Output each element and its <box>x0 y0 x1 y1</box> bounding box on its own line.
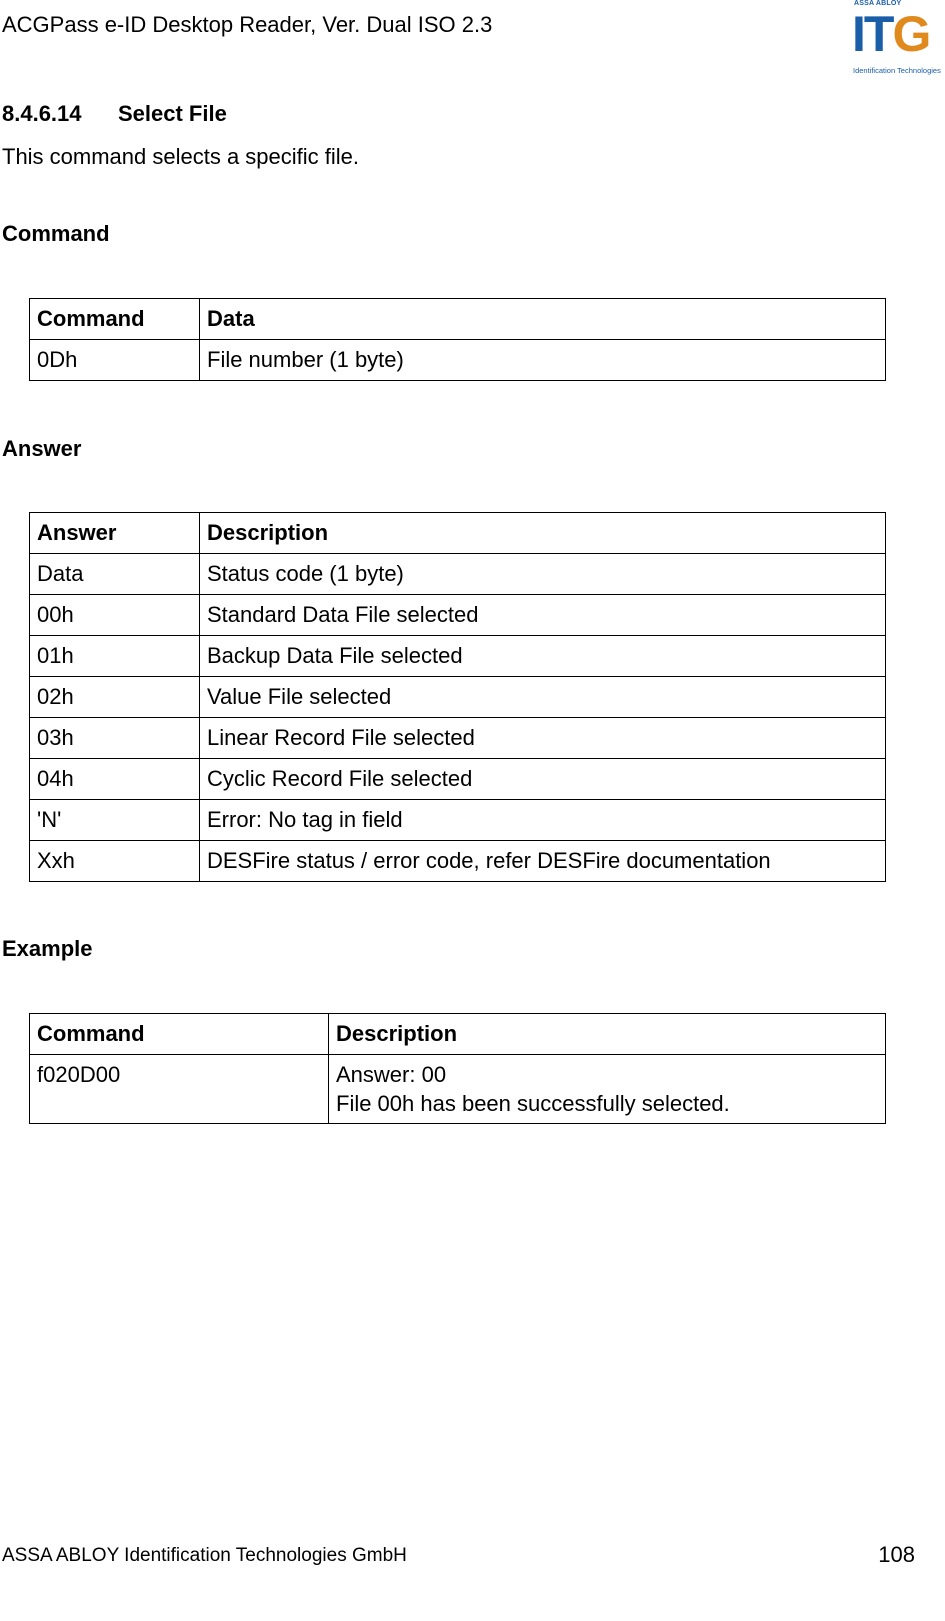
answer-description-cell: Cyclic Record File selected <box>200 759 886 800</box>
table-row <box>30 1055 886 1124</box>
answer-code-cell: 00h <box>30 595 200 636</box>
answer-description-cell: DESFire status / error code, refer DESFire documentation <box>200 841 886 882</box>
example-description-line: Answer: 00 <box>336 1062 447 1087</box>
table-row <box>30 595 886 636</box>
command-table <box>29 298 886 381</box>
table-header-row <box>30 513 886 554</box>
column-header: Data <box>200 299 886 340</box>
footer-company: ASSA ABLOY Identification Technologies GmbH <box>2 1545 407 1566</box>
table-row <box>30 718 886 759</box>
answer-description-cell: Status code (1 byte) <box>200 554 886 595</box>
example-table <box>29 1013 886 1124</box>
answer-code-cell: 01h <box>30 636 200 677</box>
example-description-cell <box>329 1055 886 1124</box>
column-header: Answer <box>30 513 200 554</box>
table-row <box>30 800 886 841</box>
answer-description-cell: Standard Data File selected <box>200 595 886 636</box>
command-code-cell: 0Dh <box>30 340 200 381</box>
command-heading: Command <box>2 221 110 246</box>
column-header: Command <box>30 299 200 340</box>
answer-code-cell: 04h <box>30 759 200 800</box>
answer-code-cell: Xxh <box>30 841 200 882</box>
section-heading <box>2 101 227 127</box>
table-row <box>30 841 886 882</box>
section-number: 8.4.6.14 <box>2 101 82 126</box>
table-row <box>30 340 886 381</box>
table-row <box>30 554 886 595</box>
logo-mark-accent: G <box>892 6 930 62</box>
table-header-row <box>30 299 886 340</box>
answer-code-cell: Data <box>30 554 200 595</box>
section-title: Select File <box>118 101 227 126</box>
column-header: Command <box>30 1014 329 1055</box>
answer-code-cell: 02h <box>30 677 200 718</box>
answer-description-cell: Value File selected <box>200 677 886 718</box>
itg-logo <box>850 0 942 76</box>
answer-code-cell: 03h <box>30 718 200 759</box>
table-header-row <box>30 1014 886 1055</box>
table-row <box>30 636 886 677</box>
logo-subtitle: Identification Technologies <box>853 66 941 75</box>
document-header-title: ACGPass e-ID Desktop Reader, Ver. Dual ISO 2.3 <box>2 12 493 37</box>
example-command-cell: f020D00 <box>30 1055 329 1124</box>
example-heading: Example <box>2 936 93 961</box>
answer-code-cell: 'N' <box>30 800 200 841</box>
example-description-line: File 00h has been successfully selected. <box>336 1091 730 1116</box>
answer-table <box>29 512 886 882</box>
logo-mark <box>852 8 929 60</box>
logo-mark-main: IT <box>852 6 893 62</box>
answer-description-cell: Error: No tag in field <box>200 800 886 841</box>
answer-description-cell: Linear Record File selected <box>200 718 886 759</box>
table-row <box>30 677 886 718</box>
answer-heading: Answer <box>2 436 82 461</box>
table-row <box>30 759 886 800</box>
footer-page-number: 108 <box>878 1542 915 1567</box>
column-header: Description <box>200 513 886 554</box>
command-data-cell: File number (1 byte) <box>200 340 886 381</box>
answer-description-cell: Backup Data File selected <box>200 636 886 677</box>
section-intro: This command selects a specific file. <box>2 144 360 169</box>
column-header: Description <box>329 1014 886 1055</box>
logo-brand-top: ASSA ABLOY <box>854 0 902 7</box>
